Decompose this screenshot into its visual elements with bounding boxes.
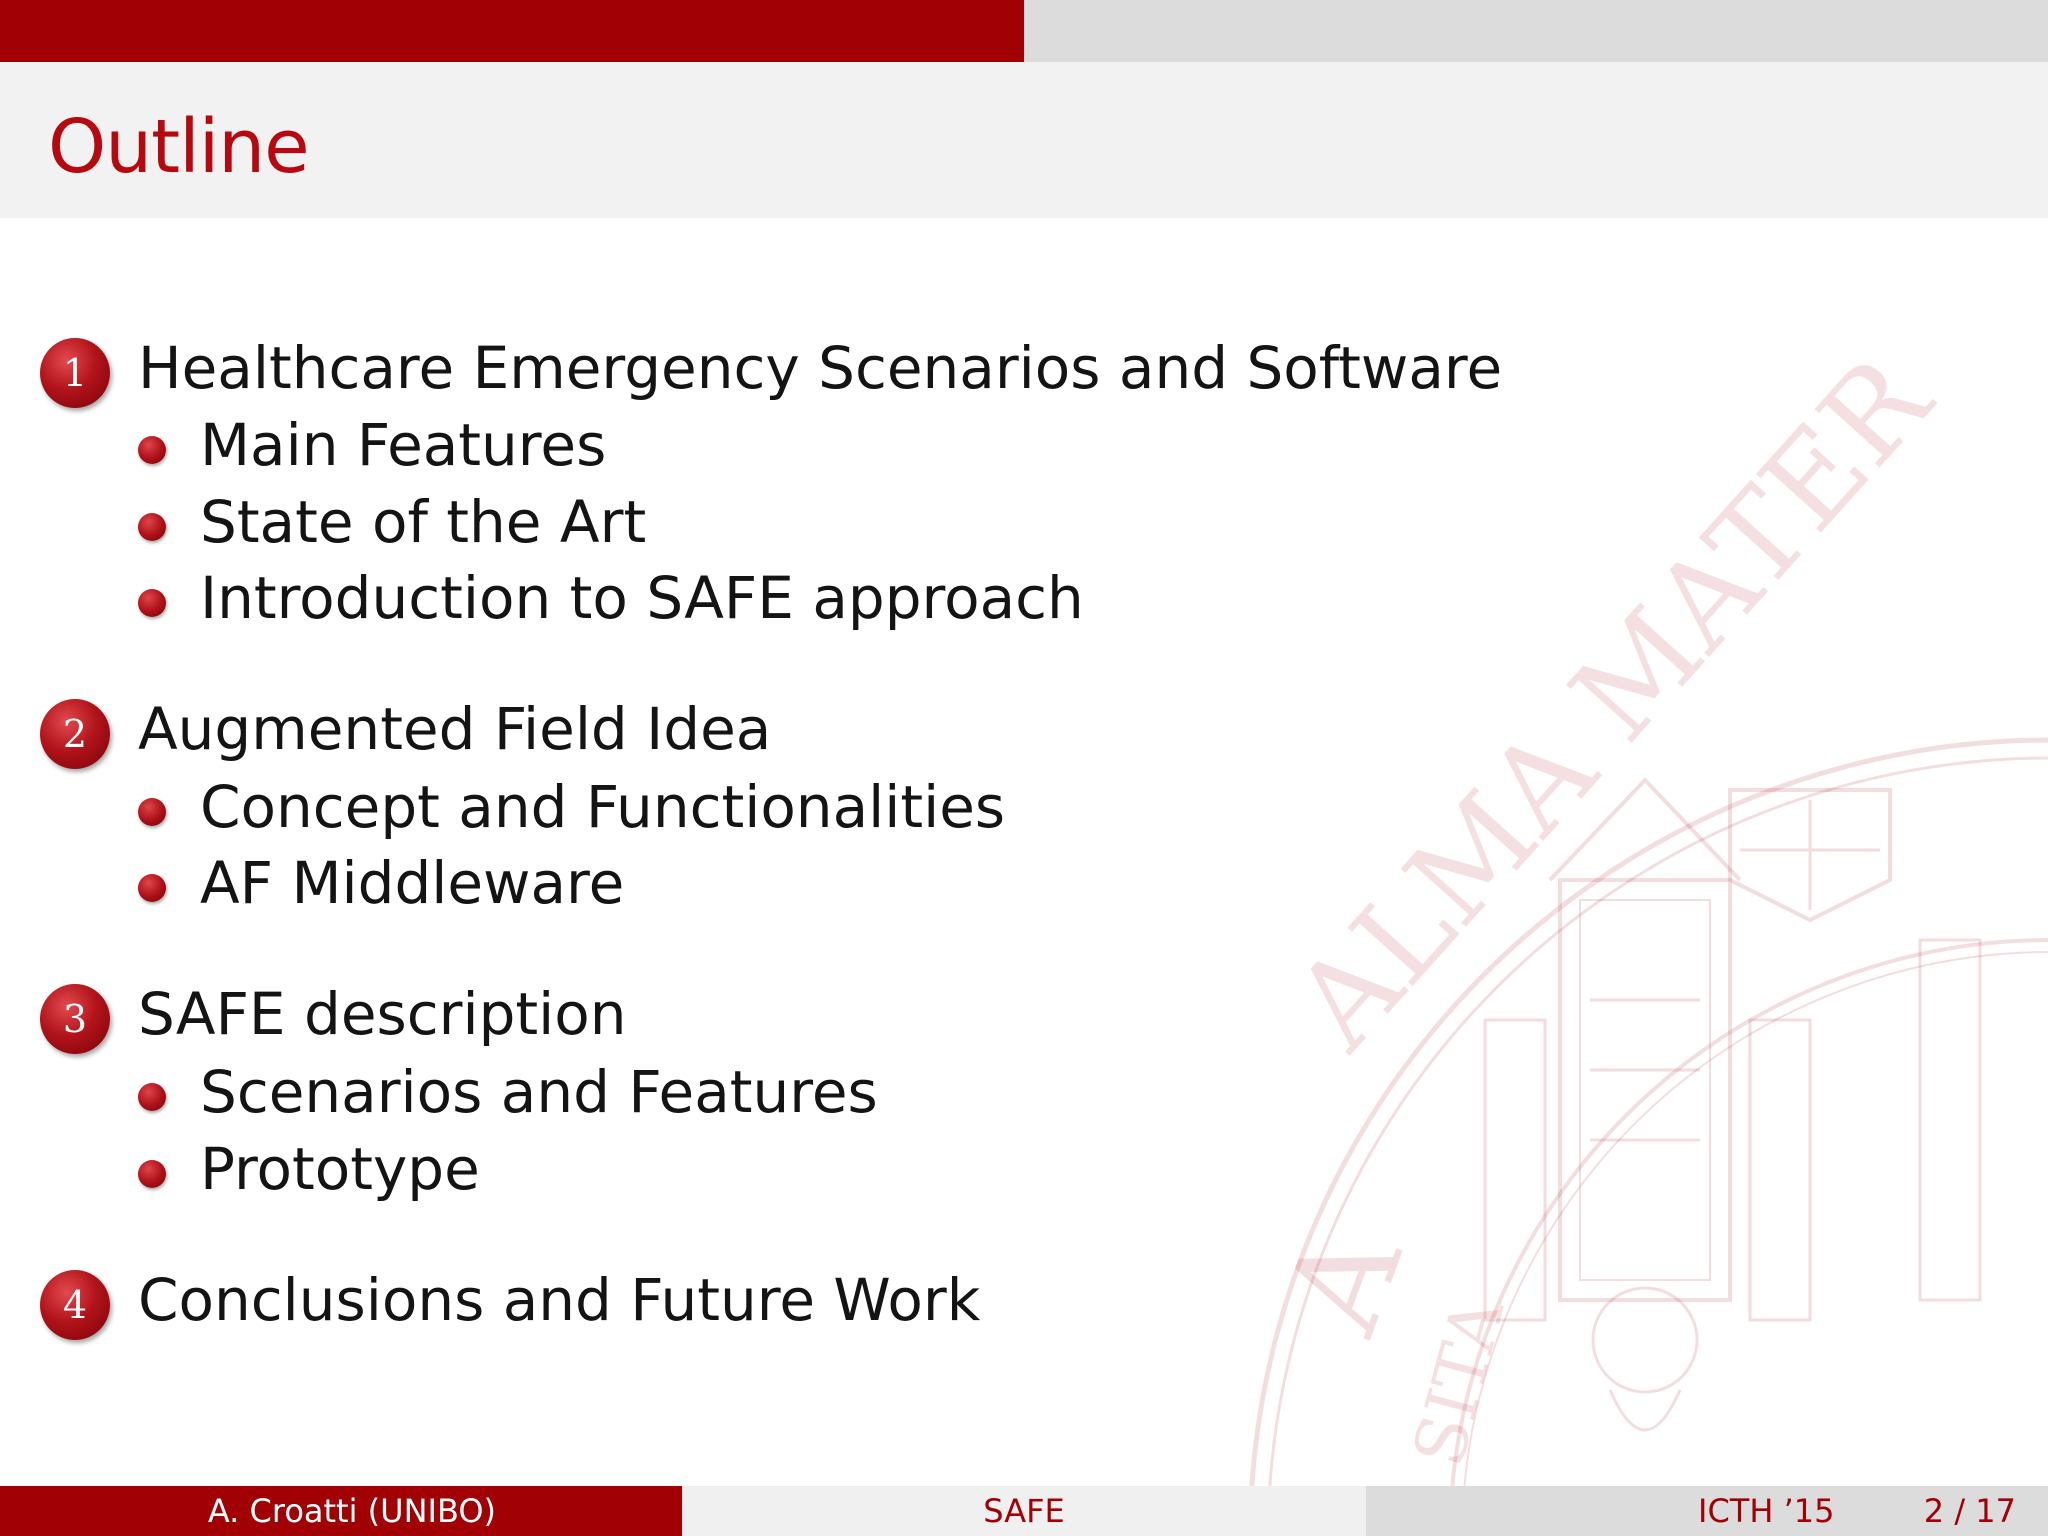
slide-footer <box>0 1486 2048 1536</box>
bullet-icon <box>138 1083 166 1111</box>
footer-right <box>1366 1486 2048 1536</box>
section-title[interactable]: SAFE description <box>138 980 627 1048</box>
subsection-label[interactable]: Introduction to SAFE approach <box>200 564 1084 632</box>
footer-author: A. Croatti (UNIBO) <box>0 1486 682 1536</box>
bullet-icon <box>138 1160 166 1188</box>
section-number-badge: 4 <box>40 1270 110 1340</box>
subsection-label[interactable]: Scenarios and Features <box>200 1058 878 1126</box>
footer-conference: ICTH ’15 <box>1698 1492 1835 1530</box>
section-title[interactable]: Conclusions and Future Work <box>138 1266 981 1334</box>
bullet-icon <box>138 798 166 826</box>
section-number-badge: 3 <box>40 984 110 1054</box>
section-title[interactable]: Augmented Field Idea <box>138 695 772 763</box>
section-title[interactable]: Healthcare Emergency Scenarios and Software <box>138 334 1503 402</box>
subsection-label[interactable]: Prototype <box>200 1135 480 1203</box>
subsection-label[interactable]: Main Features <box>200 411 607 479</box>
seal-subtext: SITA <box>1397 1289 1521 1475</box>
footer-short-title: SAFE <box>682 1486 1366 1536</box>
page-number: 2 / 17 <box>1923 1492 2016 1530</box>
subsection-label[interactable]: Concept and Functionalities <box>200 773 1006 841</box>
seal-text-a: A <box>1256 1210 1432 1351</box>
section-number-badge: 2 <box>40 699 110 769</box>
subsection-label[interactable]: State of the Art <box>200 488 647 556</box>
bullet-icon <box>138 589 166 617</box>
section-number-badge: 1 <box>40 338 110 408</box>
bullet-icon <box>138 436 166 464</box>
subsection-label[interactable]: AF Middleware <box>200 849 625 917</box>
slide-title: Outline <box>48 104 309 190</box>
bullet-icon <box>138 874 166 902</box>
bullet-icon <box>138 513 166 541</box>
seal-text: ALMA MATER <box>1268 331 1958 1075</box>
